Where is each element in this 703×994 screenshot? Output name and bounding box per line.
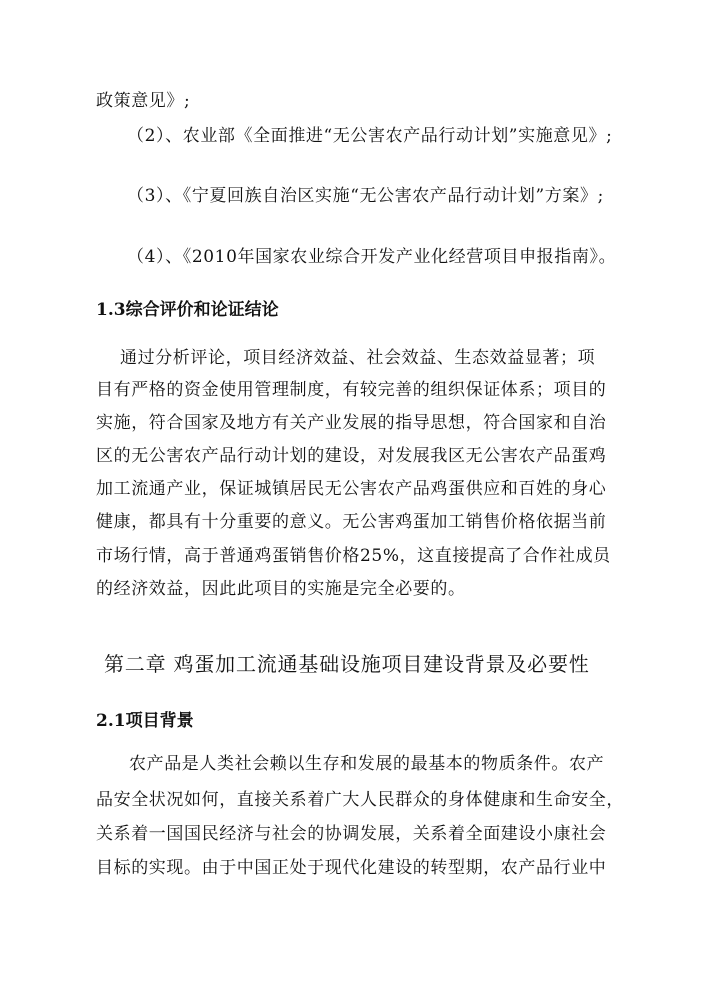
policy-item-4: （4）、《2010年国家农业综合开发产业化经营项目申报指南》。 bbox=[127, 247, 617, 267]
paragraph-line: 市场行情，高于普通鸡蛋销售价格25%，这直接提高了合作社成员 bbox=[96, 546, 611, 566]
paragraph-line: 的经济效益，因此此项目的实施是完全必要的。 bbox=[96, 579, 466, 599]
paragraph-line: 实施，符合国家及地方有关产业发展的指导思想，符合国家和自治 bbox=[96, 413, 607, 433]
paragraph-line: 农产品是人类社会赖以生存和发展的最基本的物质条件。农产 bbox=[129, 754, 605, 774]
paragraph-line: 区的无公害农产品行动计划的建设，对发展我区无公害农产品蛋鸡 bbox=[96, 446, 607, 466]
section-2-1-heading: 2.1项目背景 bbox=[96, 711, 194, 731]
chapter-2-heading: 第二章 鸡蛋加工流通基础设施项目建设背景及必要性 bbox=[104, 652, 590, 676]
paragraph-line: 通过分析评论，项目经济效益、社会效益、生态效益显著；项 bbox=[120, 348, 596, 368]
paragraph-line: 品安全状况如何，直接关系着广大人民群众的身体健康和生命安全， bbox=[96, 790, 624, 810]
policy-item-3: （3）、《宁夏回族自治区实施“无公害农产品行动计划”方案》; bbox=[127, 186, 604, 206]
paragraph-line: 关系着一国国民经济与社会的协调发展，关系着全面建设小康社会 bbox=[96, 824, 607, 844]
paragraph-line: 加工流通产业，保证城镇居民无公害农产品鸡蛋供应和百姓的身心 bbox=[96, 479, 607, 499]
paragraph-line: 目有严格的资金使用管理制度，有较完善的组织保证体系；项目的 bbox=[96, 380, 607, 400]
section-1-3-heading: 1.3综合评价和论证结论 bbox=[96, 300, 279, 320]
policy-tail: 政策意见》; bbox=[96, 91, 191, 111]
paragraph-line: 健康，都具有十分重要的意义。无公害鸡蛋加工销售价格依据当前 bbox=[96, 512, 607, 532]
paragraph-line: 目标的实现。由于中国正处于现代化建设的转型期，农产品行业中 bbox=[96, 858, 607, 878]
policy-item-2: （2）、农业部《全面推进“无公害农产品行动计划”实施意见》; bbox=[127, 126, 613, 146]
